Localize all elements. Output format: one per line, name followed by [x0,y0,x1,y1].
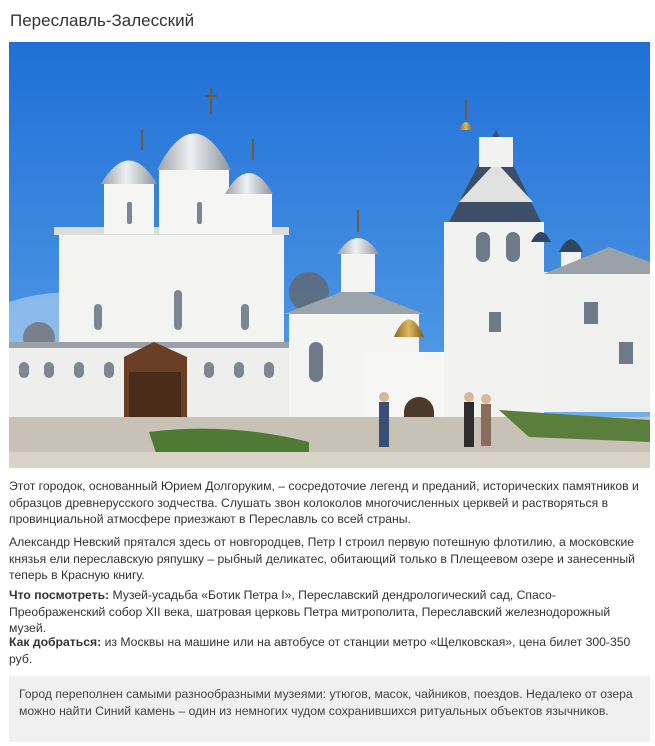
paragraph-intro: Этот городок, основанный Юрием Долгоруким, – сосредоточие легенд и преданий, исторических памятников и образцов древнерусского зодчества. Слушать звон колоколов многочисленных церквей и растворяться в провинциальной атмосфере приезжают в Переславль со всей страны. [9,479,639,526]
what-to-see-label: Что посмотреть: [9,588,110,602]
what-to-see-text: Музей-усадьба «Ботик Петра I», Переславский дендрологический сад, Спасо-Преображенский собор XII века, шатровая церковь Петра митрополита, Переславский железнодорожный музей. [9,588,611,635]
note-box: Город переполнен самыми разнообразными музеями: утюгов, масок, чайников, поездов. Недалеко от озера можно найти Синий камень – один из немногих чудом сохранившихся ритуальных объектов язычников. [9,676,650,742]
monastery-photo [9,42,650,468]
how-to-get-label: Как добраться: [9,635,102,649]
paragraph-history: Александр Невский прятался здесь от новгородцев, Петр I строил первую потешную флотилию, а московские князья ели переславскую ряпушку – рыбный деликатес, обитающий только в Плещеевом озере и занесенный теперь в Красную книгу. [9,535,635,582]
how-to-get-text: из Москвы на машине или на автобусе от станции метро «Щелковская», цена билет 300-350 руб. [9,635,631,666]
how-to-get-paragraph [9,634,649,667]
what-to-see-paragraph [9,587,649,637]
page-title: Переславль-Залесский [10,11,195,30]
